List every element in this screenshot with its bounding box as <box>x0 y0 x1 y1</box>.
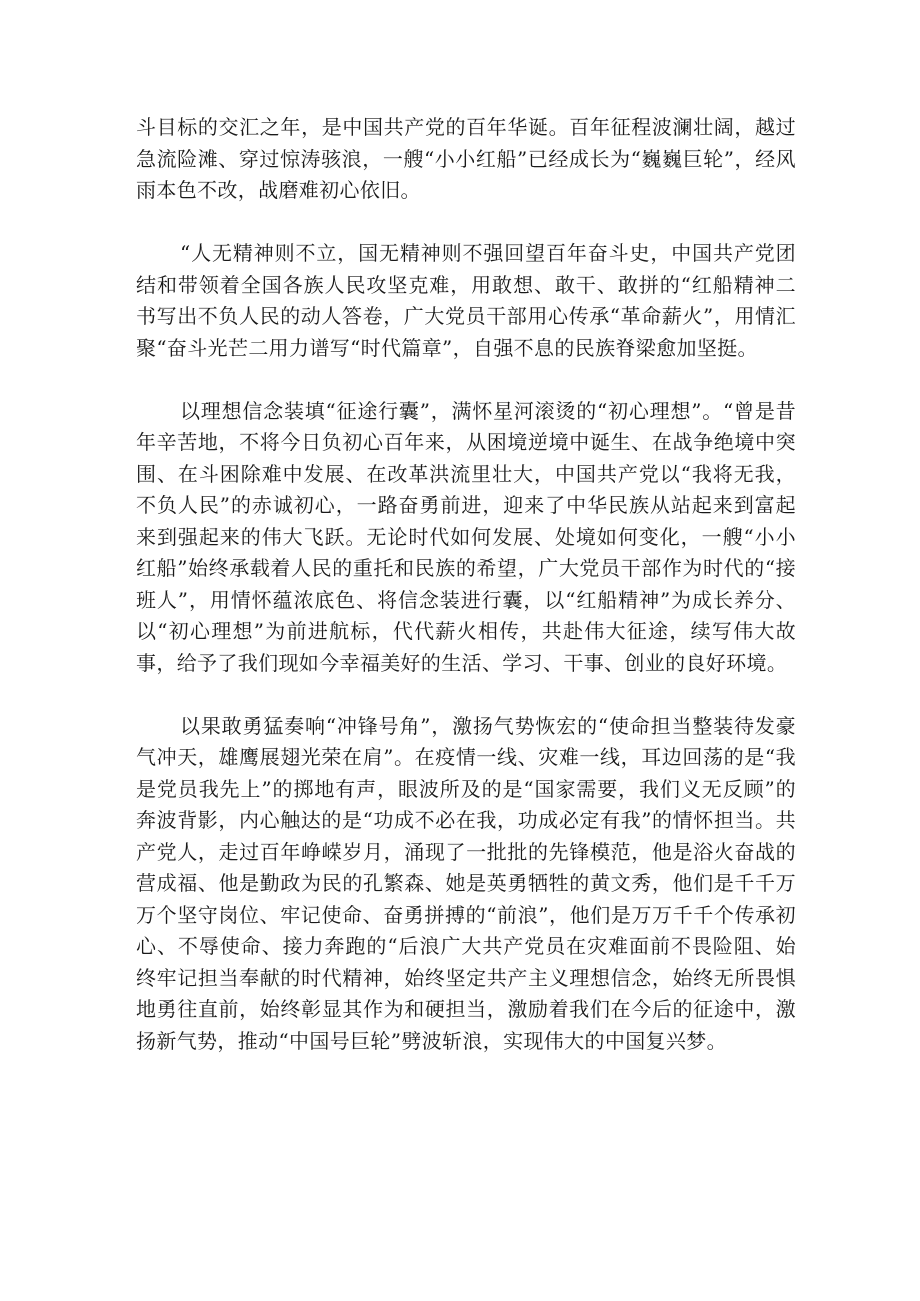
paragraph-3: 以理想信念装填“征途行囊”，满怀星河滚烫的“初心理想”。“曾是昔年辛苦地，不将今日负初心百年来，从困境逆境中诞生、在战争绝境中突围、在斗困除难中发展、在改革洪流里壮大，中国共产党以“我将无我，不负人民”的赤诚初心，一路奋勇前进，迎来了中华民族从站起来到富起来到强起来的伟大飞跃。无论时代如何发展、处境如何变化，一艘“小小红船”始终承载着人民的重托和民族的希望，广大党员干部作为时代的“接班人”，用情怀蕴浓底色、将信念装进行囊，以“红船精神”为成长养分、以“初心理想”为前进航标，代代薪火相传，共赴伟大征途，续写伟大故事，给予了我们现如今幸福美好的生活、学习、干事、创业的良好环境。 <box>136 398 796 675</box>
document-body <box>136 112 796 1089</box>
paragraph-4: 以果敢勇猛奏响“冲锋号角”，激扬气势恢宏的“使命担当整装待发豪气冲天，雄鹰展翅光荣在肩”。在疫情一线、灾难一线，耳边回荡的是“我是党员我先上”的掷地有声，眼波所及的是“国家需要，我们义无反顾”的奔波背影，内心触达的是“功成不必在我，功成必定有我”的情怀担当。共产党人，走过百年峥嵘岁月，涌现了一批批的先锋模范，他是浴火奋战的营成福、他是勤政为民的孔繁森、她是英勇牺牲的黄文秀，他们是千千万万个坚守岗位、牢记使命、奋勇拼搏的“前浪”，他们是万万千千个传承初心、不辱使命、接力奔跑的“后浪广大共产党员在灾难面前不畏险阻、始终牢记担当奉献的时代精神，始终坚定共产主义理想信念，始终无所畏惧地勇往直前，始终彰显其作为和硬担当，激励着我们在今后的征途中，激扬新气势，推动“中国号巨轮”劈波斩浪，实现伟大的中国复兴梦。 <box>136 713 796 1053</box>
paragraph-1: 斗目标的交汇之年，是中国共产党的百年华诞。百年征程波澜壮阔，越过急流险滩、穿过惊涛骇浪，一艘“小小红船”已经成长为“巍巍巨轮”，经风雨本色不改，战磨难初心依旧。 <box>136 115 796 202</box>
paragraph-2: “人无精神则不立，国无精神则不强回望百年奋斗史，中国共产党团结和带领着全国各族人民攻坚克难，用敢想、敢干、敢拼的“红船精神二书写出不负人民的动人答卷，广大党员干部用心传承“革命薪火”，用情汇聚“奋斗光芒二用力谱写“时代篇章”，自强不息的民族脊梁愈加坚挺。 <box>136 241 796 360</box>
